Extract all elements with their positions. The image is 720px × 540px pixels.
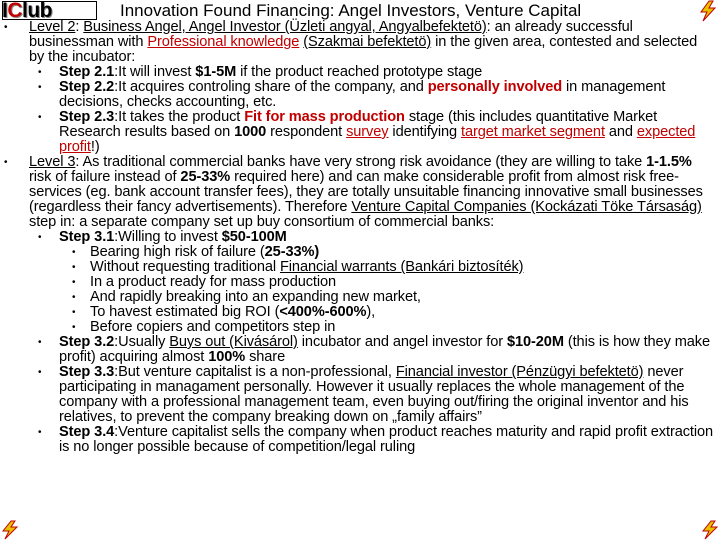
step-text: identifying bbox=[388, 124, 461, 140]
step-label: Step 3.1 bbox=[59, 229, 115, 245]
bullet: • bbox=[38, 427, 42, 438]
personally-involved-highlight: personally involved bbox=[427, 79, 563, 95]
step-3-2 bbox=[4, 335, 716, 365]
step-text: respondent bbox=[266, 124, 347, 140]
step-3-1 bbox=[4, 230, 716, 245]
item-text: Before copiers and competitors step in bbox=[90, 319, 336, 335]
target-market-segment-link[interactable]: target market segment bbox=[461, 124, 605, 140]
step-3-4 bbox=[4, 425, 716, 455]
bullet: • bbox=[72, 322, 76, 333]
step-text: incubator and angel investor for bbox=[297, 334, 507, 350]
amount: $50-100M bbox=[221, 229, 287, 245]
level3-heading: Level 3 bbox=[29, 154, 76, 170]
fit-for-mass-production-highlight: Fit for mass production bbox=[244, 109, 405, 125]
iclub-logo bbox=[2, 1, 97, 21]
szakmai-befekteto-term: (Szakmai befektetö) bbox=[303, 34, 432, 50]
level2-paragraph bbox=[4, 20, 716, 65]
bullet: • bbox=[38, 82, 42, 93]
step-text: if the product reached prototype stage bbox=[236, 64, 483, 80]
step-text: :Willing to invest bbox=[114, 229, 222, 245]
step-text: :It will invest bbox=[114, 64, 196, 80]
financial-warrants-term: Financial warrants (Bankári biztosíték) bbox=[279, 259, 524, 275]
level2-text: : bbox=[75, 19, 84, 35]
step-text: !) bbox=[90, 139, 100, 155]
lightning-icon-bottom-right bbox=[700, 520, 720, 540]
amount: $10-20M bbox=[506, 334, 564, 350]
bullet: • bbox=[38, 67, 42, 78]
step-label: Step 3.2 bbox=[59, 334, 115, 350]
slide-content bbox=[4, 20, 716, 455]
step-3-1-item bbox=[4, 245, 716, 260]
bullet: • bbox=[38, 367, 42, 378]
step-label: Step 3.3 bbox=[59, 364, 115, 380]
step-2-3 bbox=[4, 110, 716, 155]
step-3-1-item bbox=[4, 275, 716, 290]
level2-text: in the given area, contested and selected by the incubator: bbox=[29, 34, 698, 65]
step-label: Step 2.1 bbox=[59, 64, 115, 80]
level3-text: step in: a separate company set up buy consortium of commercial banks: bbox=[29, 214, 495, 230]
logo-frame bbox=[2, 1, 97, 20]
step-text: never participating in managament personally. However it usually replaces the whole management of the company with a professional management team, even buying out/firing the original inventor and his relatives, to prevent the company breaking down on „family affairs” bbox=[59, 364, 689, 425]
buys-out-term: Buys out (Kivásárol) bbox=[169, 334, 298, 350]
item-text: Bearing high risk of failure ( bbox=[90, 244, 265, 260]
step-3-1-item bbox=[4, 320, 716, 335]
item-text: In a product ready for mass production bbox=[90, 274, 337, 290]
step-3-1-item bbox=[4, 260, 716, 275]
bullet: • bbox=[4, 157, 8, 168]
expected-profit-link[interactable]: expected profit bbox=[59, 124, 696, 155]
bullet: • bbox=[4, 22, 8, 33]
respondent-count: 1000 bbox=[234, 124, 267, 140]
bullet: • bbox=[38, 112, 42, 123]
step-label: Step 3.4 bbox=[59, 424, 115, 440]
business-angel-term: Business Angel, Angel Investor (Üzleti angyal, Angyalbefektetö) bbox=[83, 19, 487, 35]
required-risk-value: 25-33% bbox=[180, 169, 231, 185]
logo-letters-lub: lub bbox=[22, 0, 53, 22]
item-text: ) bbox=[314, 244, 320, 260]
step-label: Step 2.2 bbox=[59, 79, 115, 95]
bullet: • bbox=[72, 277, 76, 288]
level2-heading: Level 2 bbox=[29, 19, 76, 35]
amount: $1-5M bbox=[195, 64, 237, 80]
slide-title: Innovation Found Financing: Angel Investors, Venture Capital bbox=[120, 1, 582, 20]
step-text: :Venture capitalist sells the company when product reaches maturity and rapid profit extraction is no longer possible because of competition/legal ruling bbox=[59, 424, 714, 455]
step-text: :Usually bbox=[114, 334, 170, 350]
bullet: • bbox=[38, 232, 42, 243]
bullet: • bbox=[72, 292, 76, 303]
level2-text: : an already successful businessman with bbox=[29, 19, 633, 50]
step-text: :But venture capitalist is a non-professional, bbox=[114, 364, 396, 380]
step-2-1 bbox=[4, 65, 716, 80]
share-value: 100% bbox=[208, 349, 246, 365]
level3-text: risk of failure instead of bbox=[29, 169, 181, 185]
item-text: And rapidly breaking into an expanding new market, bbox=[90, 289, 421, 305]
financial-investor-term: Financial investor (Pénzügyi befektetö) bbox=[395, 364, 644, 380]
bullet: • bbox=[72, 247, 76, 258]
level3-paragraph bbox=[4, 155, 716, 230]
risk-value: 25-33% bbox=[264, 244, 315, 260]
step-text: stage (this includes quantitative Market Research results based on bbox=[59, 109, 658, 140]
level3-text: : As traditional commercial banks have very strong risk avoidance (they are willing to take bbox=[75, 154, 647, 170]
step-text: share bbox=[245, 349, 286, 365]
bullet: • bbox=[38, 337, 42, 348]
step-text: in management decisions, checks accounting, etc. bbox=[59, 79, 666, 110]
professional-knowledge-link[interactable]: Professional knowledge bbox=[147, 34, 300, 50]
step-3-1-item bbox=[4, 290, 716, 305]
roi-value: <400%-600% bbox=[279, 304, 367, 320]
venture-capital-term: Venture Capital Companies (Kockázati Töke Társaság) bbox=[351, 199, 702, 215]
level3-text: required here) and can make considerable profit from almost risk free-services (eg. bank account transfer fees), they are totally unsuitable financing innovative small businesses (regardless their fancy advertisements). Therefore bbox=[29, 169, 703, 215]
step-label: Step 2.3 bbox=[59, 109, 115, 125]
step-2-2 bbox=[4, 80, 716, 110]
survey-link[interactable]: survey bbox=[346, 124, 389, 140]
item-text: Without requesting traditional bbox=[90, 259, 280, 275]
item-text: To havest estimated big ROI ( bbox=[90, 304, 280, 320]
bank-risk-value: 1-1.5% bbox=[646, 154, 692, 170]
step-3-1-item bbox=[4, 305, 716, 320]
item-text: ), bbox=[366, 304, 376, 320]
logo-letter-c: C bbox=[7, 0, 23, 22]
logo-letter-i: I bbox=[2, 0, 8, 22]
step-text: and bbox=[604, 124, 637, 140]
step-text: :It takes the product bbox=[114, 109, 245, 125]
step-text: :It acquires controling share of the company, and bbox=[114, 79, 428, 95]
lightning-icon-bottom-left bbox=[0, 520, 20, 540]
step-text: (this is how they make profit) acquiring almost bbox=[59, 334, 711, 365]
step-3-3 bbox=[4, 365, 716, 425]
bullet: • bbox=[72, 307, 76, 318]
lightning-icon-top-right bbox=[697, 0, 719, 22]
bullet: • bbox=[72, 262, 76, 273]
